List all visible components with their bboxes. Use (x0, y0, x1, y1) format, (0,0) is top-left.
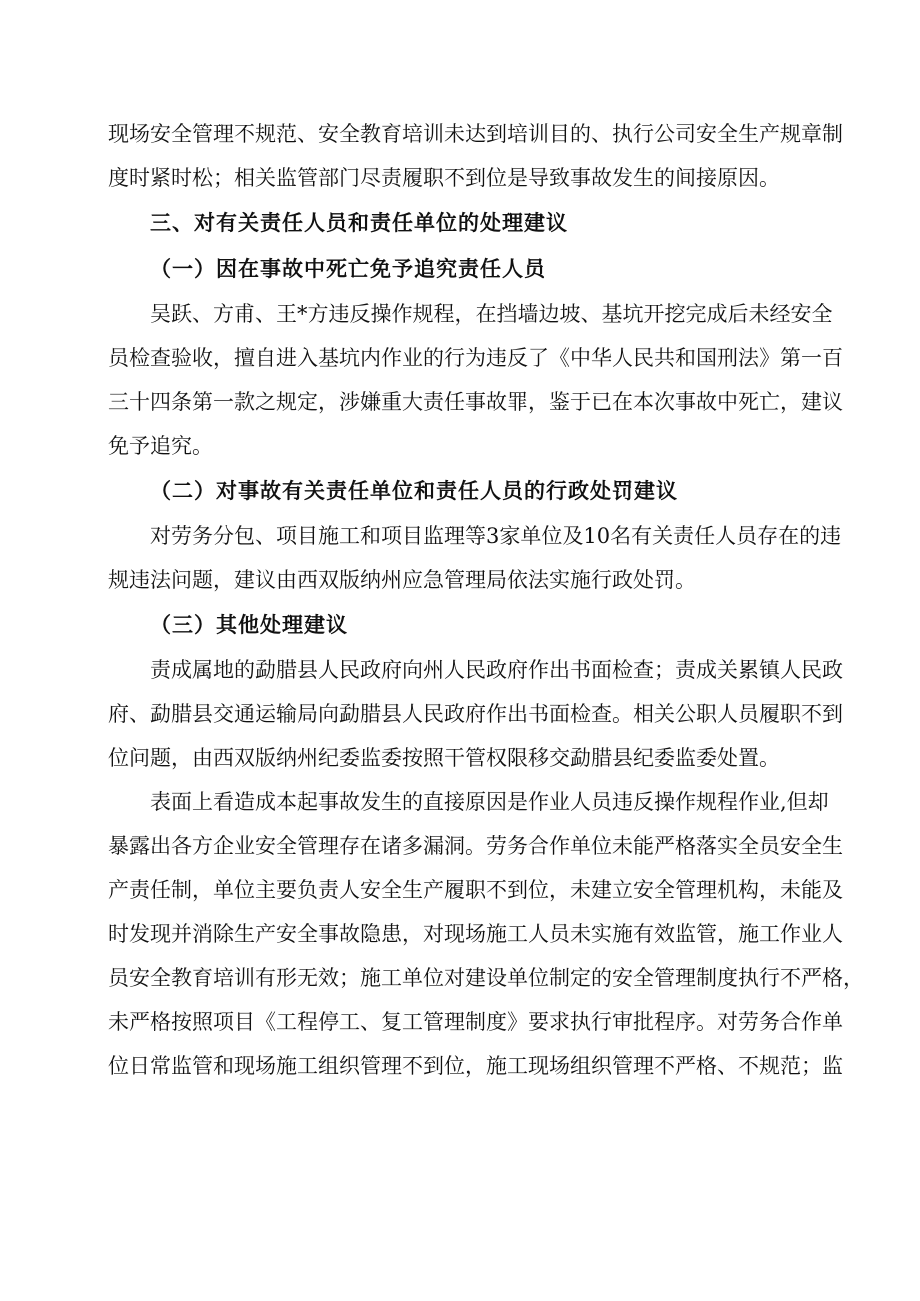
subsection-heading: （二）对事故有关责任单位和责任人员的行政处罚建议 (150, 478, 678, 503)
paragraph-line: 时发现并消除生产安全事故隐患，对现场施工人员未实施有效监管，施工作业人 (108, 922, 843, 946)
document-body (108, 112, 864, 1088)
paragraph-line: 员检查验收，擅自进入基坑内作业的行为违反了《中华人民共和国刑法》第一百 (108, 346, 843, 370)
paragraph-line: 产责任制，单位主要负责人安全生产履职不到位，未建立安全管理机构，未能及 (108, 878, 843, 902)
section-heading: 三、对有关责任人员和责任单位的处理建议 (150, 210, 568, 235)
paragraph-line: 员安全教育培训有形无效；施工单位对建设单位制定的安全管理制度执行不严格， (108, 966, 864, 990)
paragraph-line: 责成属地的勐腊县人民政府向州人民政府作出书面检查；责成关累镇人民政 (150, 658, 843, 682)
paragraph-line: 对劳务分包、项目施工和项目监理等3家单位及10名有关责任人员存在的违 (150, 524, 842, 548)
paragraph-line: 表面上看造成本起事故发生的直接原因是作业人员违反操作规程作业,但却 (150, 790, 829, 814)
paragraph-line: 暴露出各方企业安全管理存在诸多漏洞。劳务合作单位未能严格落实全员安全生 (108, 834, 843, 858)
paragraph-line: 免予追究。 (108, 434, 213, 458)
paragraph-line: 规违法问题，建议由西双版纳州应急管理局依法实施行政处罚。 (108, 568, 696, 592)
paragraph-line: 位问题，由西双版纳州纪委监委按照干管权限移交勐腊县纪委监委处置。 (108, 746, 780, 770)
subsection-heading: （三）其他处理建议 (150, 612, 348, 637)
paragraph-line: 现场安全管理不规范、安全教育培训未达到培训目的、执行公司安全生产规章制 (108, 122, 843, 146)
paragraph-line: 位日常监管和现场施工组织管理不到位，施工现场组织管理不严格、不规范；监 (108, 1054, 843, 1078)
paragraph-line: 吴跃、方甫、王*方违反操作规程，在挡墙边坡、基坑开挖完成后未经安全 (150, 302, 833, 326)
paragraph-line: 三十四条第一款之规定，涉嫌重大责任事故罪，鉴于已在本次事故中死亡，建议 (108, 390, 843, 414)
paragraph-line: 未严格按照项目《工程停工、复工管理制度》要求执行审批程序。对劳务合作单 (108, 1010, 843, 1034)
paragraph-line: 度时紧时松；相关监管部门尽责履职不到位是导致事故发生的间接原因。 (108, 166, 780, 190)
subsection-heading: （一）因在事故中死亡免予追究责任人员 (150, 256, 546, 281)
paragraph-line: 府、勐腊县交通运输局向勐腊县人民政府作出书面检查。相关公职人员履职不到 (108, 702, 843, 726)
